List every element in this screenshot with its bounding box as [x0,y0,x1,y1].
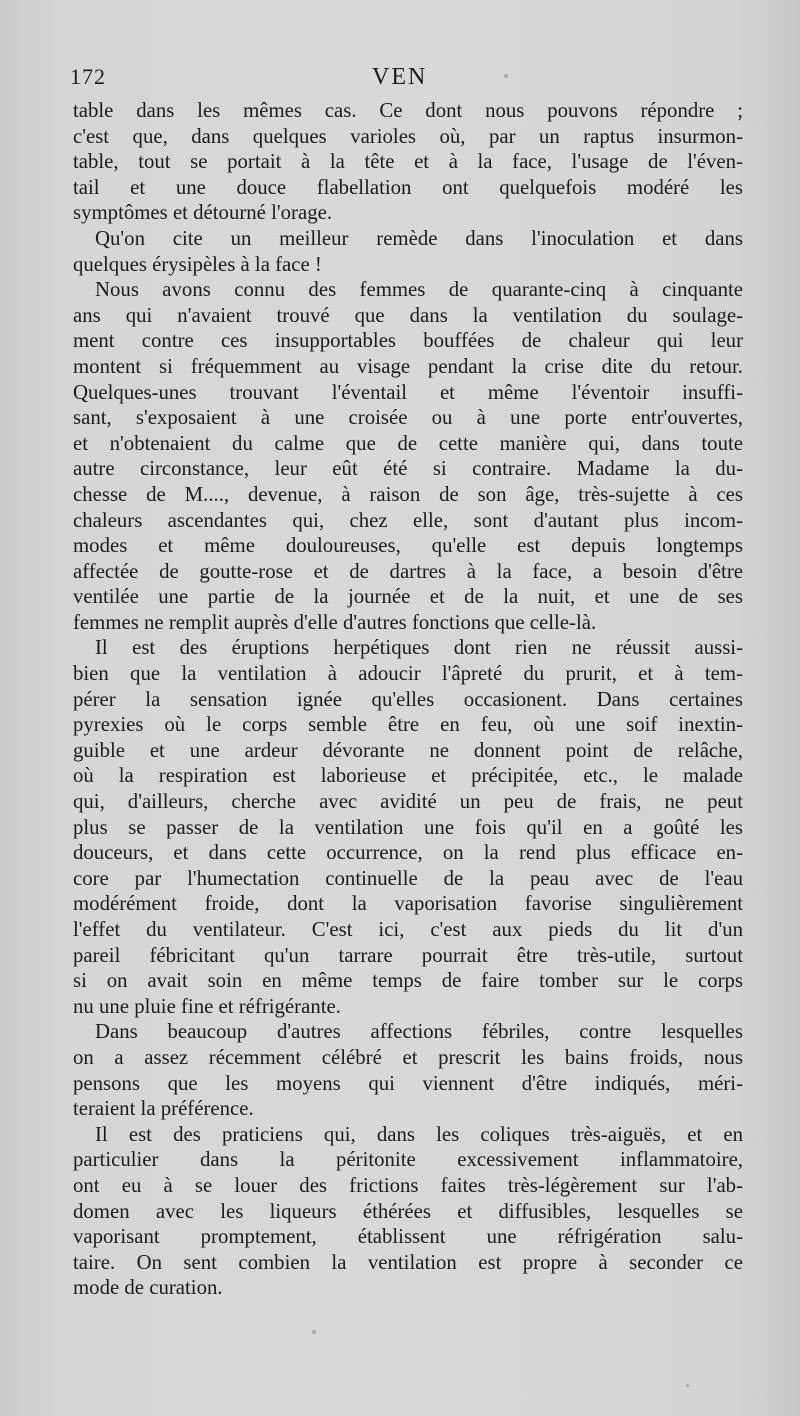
text-line: modérément froide, dont la vaporisation favorise singulièrement [73,892,743,916]
text-line: l'effet du ventilateur. C'est ici, c'est aux pieds du lit d'un [73,918,743,941]
text-line: teraient la préférence. [73,1097,254,1121]
text-line: femmes ne remplit auprès d'elle d'autres fonctions que celle-là. [73,610,597,634]
text-line: et n'obtenaient du calme que de cette manière qui, dans toute [73,431,743,455]
text-line: si on avait soin en même temps de faire tomber sur le corps [73,969,743,993]
text-line: table dans les mêmes cas. Ce dont nous pouvons répondre ; [73,99,743,122]
text-line: core par l'humectation continuelle de la peau avec de l'eau [73,866,743,890]
text-line: qui, d'ailleurs, cherche avec avidité un peu de frais, ne peut [73,790,743,814]
page-body [73,98,743,1301]
paragraph [73,226,743,277]
text-line: bien que la ventilation à adoucir l'âpreté du prurit, et à tem- [73,662,743,686]
text-line: montent si fréquemment au visage pendant la crise dite du retour. [73,354,743,378]
text-line: Il est des éruptions herpétiques dont rien ne réussit aussi- [95,636,743,660]
text-line: ment contre ces insupportables bouffées de chaleur qui leur [73,329,743,353]
text-line: modes et même douloureuses, qu'elle est depuis longtemps [73,534,743,558]
text-line: sant, s'exposaient à une croisée ou à une porte entr'ouvertes, [73,406,743,430]
text-line: autre circonstance, leur eût été si contraire. Madame la du- [73,457,743,481]
text-line: pareil fébricitant qu'un tarrare pourrait être très-utile, surtout [73,943,743,967]
paragraph [73,1019,743,1121]
text-line: table, tout se portait à la tête et à la face, l'usage de l'éven- [73,150,743,174]
text-line: pérer la sensation ignée qu'elles occasionent. Dans certaines [73,687,743,711]
text-line: mode de curation. [73,1276,223,1300]
text-line: tail et une douce flabellation ont quelquefois modéré les [73,175,743,199]
text-line: plus se passer de la ventilation une fois qu'il en a goûté les [73,815,743,839]
text-line: où la respiration est laborieuse et précipitée, etc., le malade [73,764,743,788]
text-line: Dans beaucoup d'autres affections fébriles, contre lesquelles [95,1020,743,1044]
text-line: on a assez récemment célébré et prescrit les bains froids, nous [73,1045,743,1069]
text-line: ventilée une partie de la journée et de la nuit, et une de ses [73,585,743,609]
running-head: VEN [372,64,428,90]
text-line: particulier dans la péritonite excessivement inflammatoire, [73,1148,743,1172]
text-line: vaporisant promptement, établissent une réfrigération salu- [73,1225,743,1249]
text-line: taire. On sent combien la ventilation est propre à seconder ce [73,1250,743,1274]
text-line: chaleurs ascendantes qui, chez elle, sont d'autant plus incom- [73,508,743,532]
text-line: ont eu à se louer des frictions faites très-légèrement sur l'ab- [73,1173,743,1197]
text-line: symptômes et détourné l'orage. [73,201,333,225]
text-line: Quelques-unes trouvant l'éventail et même l'éventoir insuffi- [73,380,743,404]
paragraph [73,635,743,1019]
text-line: ans qui n'avaient trouvé que dans la ventilation du soulage- [73,303,743,327]
text-line: chesse de M...., devenue, à raison de son âge, très-sujette à ces [73,482,743,506]
paper-speck [312,1330,316,1334]
text-line: quelques érysipèles à la face ! [73,252,322,276]
page-header [70,64,740,96]
paragraph [73,98,743,226]
text-line: Nous avons connu des femmes de quarante-cinq à cinquante [95,278,743,302]
text-line: Qu'on cite un meilleur remède dans l'inoculation et dans [95,226,743,250]
text-line: domen avec les liqueurs éthérées et diffusibles, lesquelles se [73,1199,743,1223]
text-line: douceurs, et dans cette occurrence, on la rend plus efficace en- [73,841,743,865]
text-line: guible et une ardeur dévorante ne donnent point de relâche, [73,738,743,762]
text-line: affectée de goutte-rose et de dartres à la face, a besoin d'être [73,559,743,583]
page-number: 172 [70,64,106,89]
paper-speck [686,1384,689,1387]
text-line: nu une pluie fine et réfrigérante. [73,994,341,1018]
text-line: c'est que, dans quelques varioles où, par un raptus insurmon- [73,124,743,148]
paragraph [73,277,743,635]
text-line: Il est des praticiens qui, dans les coliques très-aiguës, et en [95,1122,743,1146]
paper-speck [504,74,508,78]
text-line: pyrexies où le corps semble être en feu, où une soif inextin- [73,713,743,737]
paragraph [73,1122,743,1301]
text-line: pensons que les moyens qui viennent d'être indiqués, méri- [73,1071,743,1095]
